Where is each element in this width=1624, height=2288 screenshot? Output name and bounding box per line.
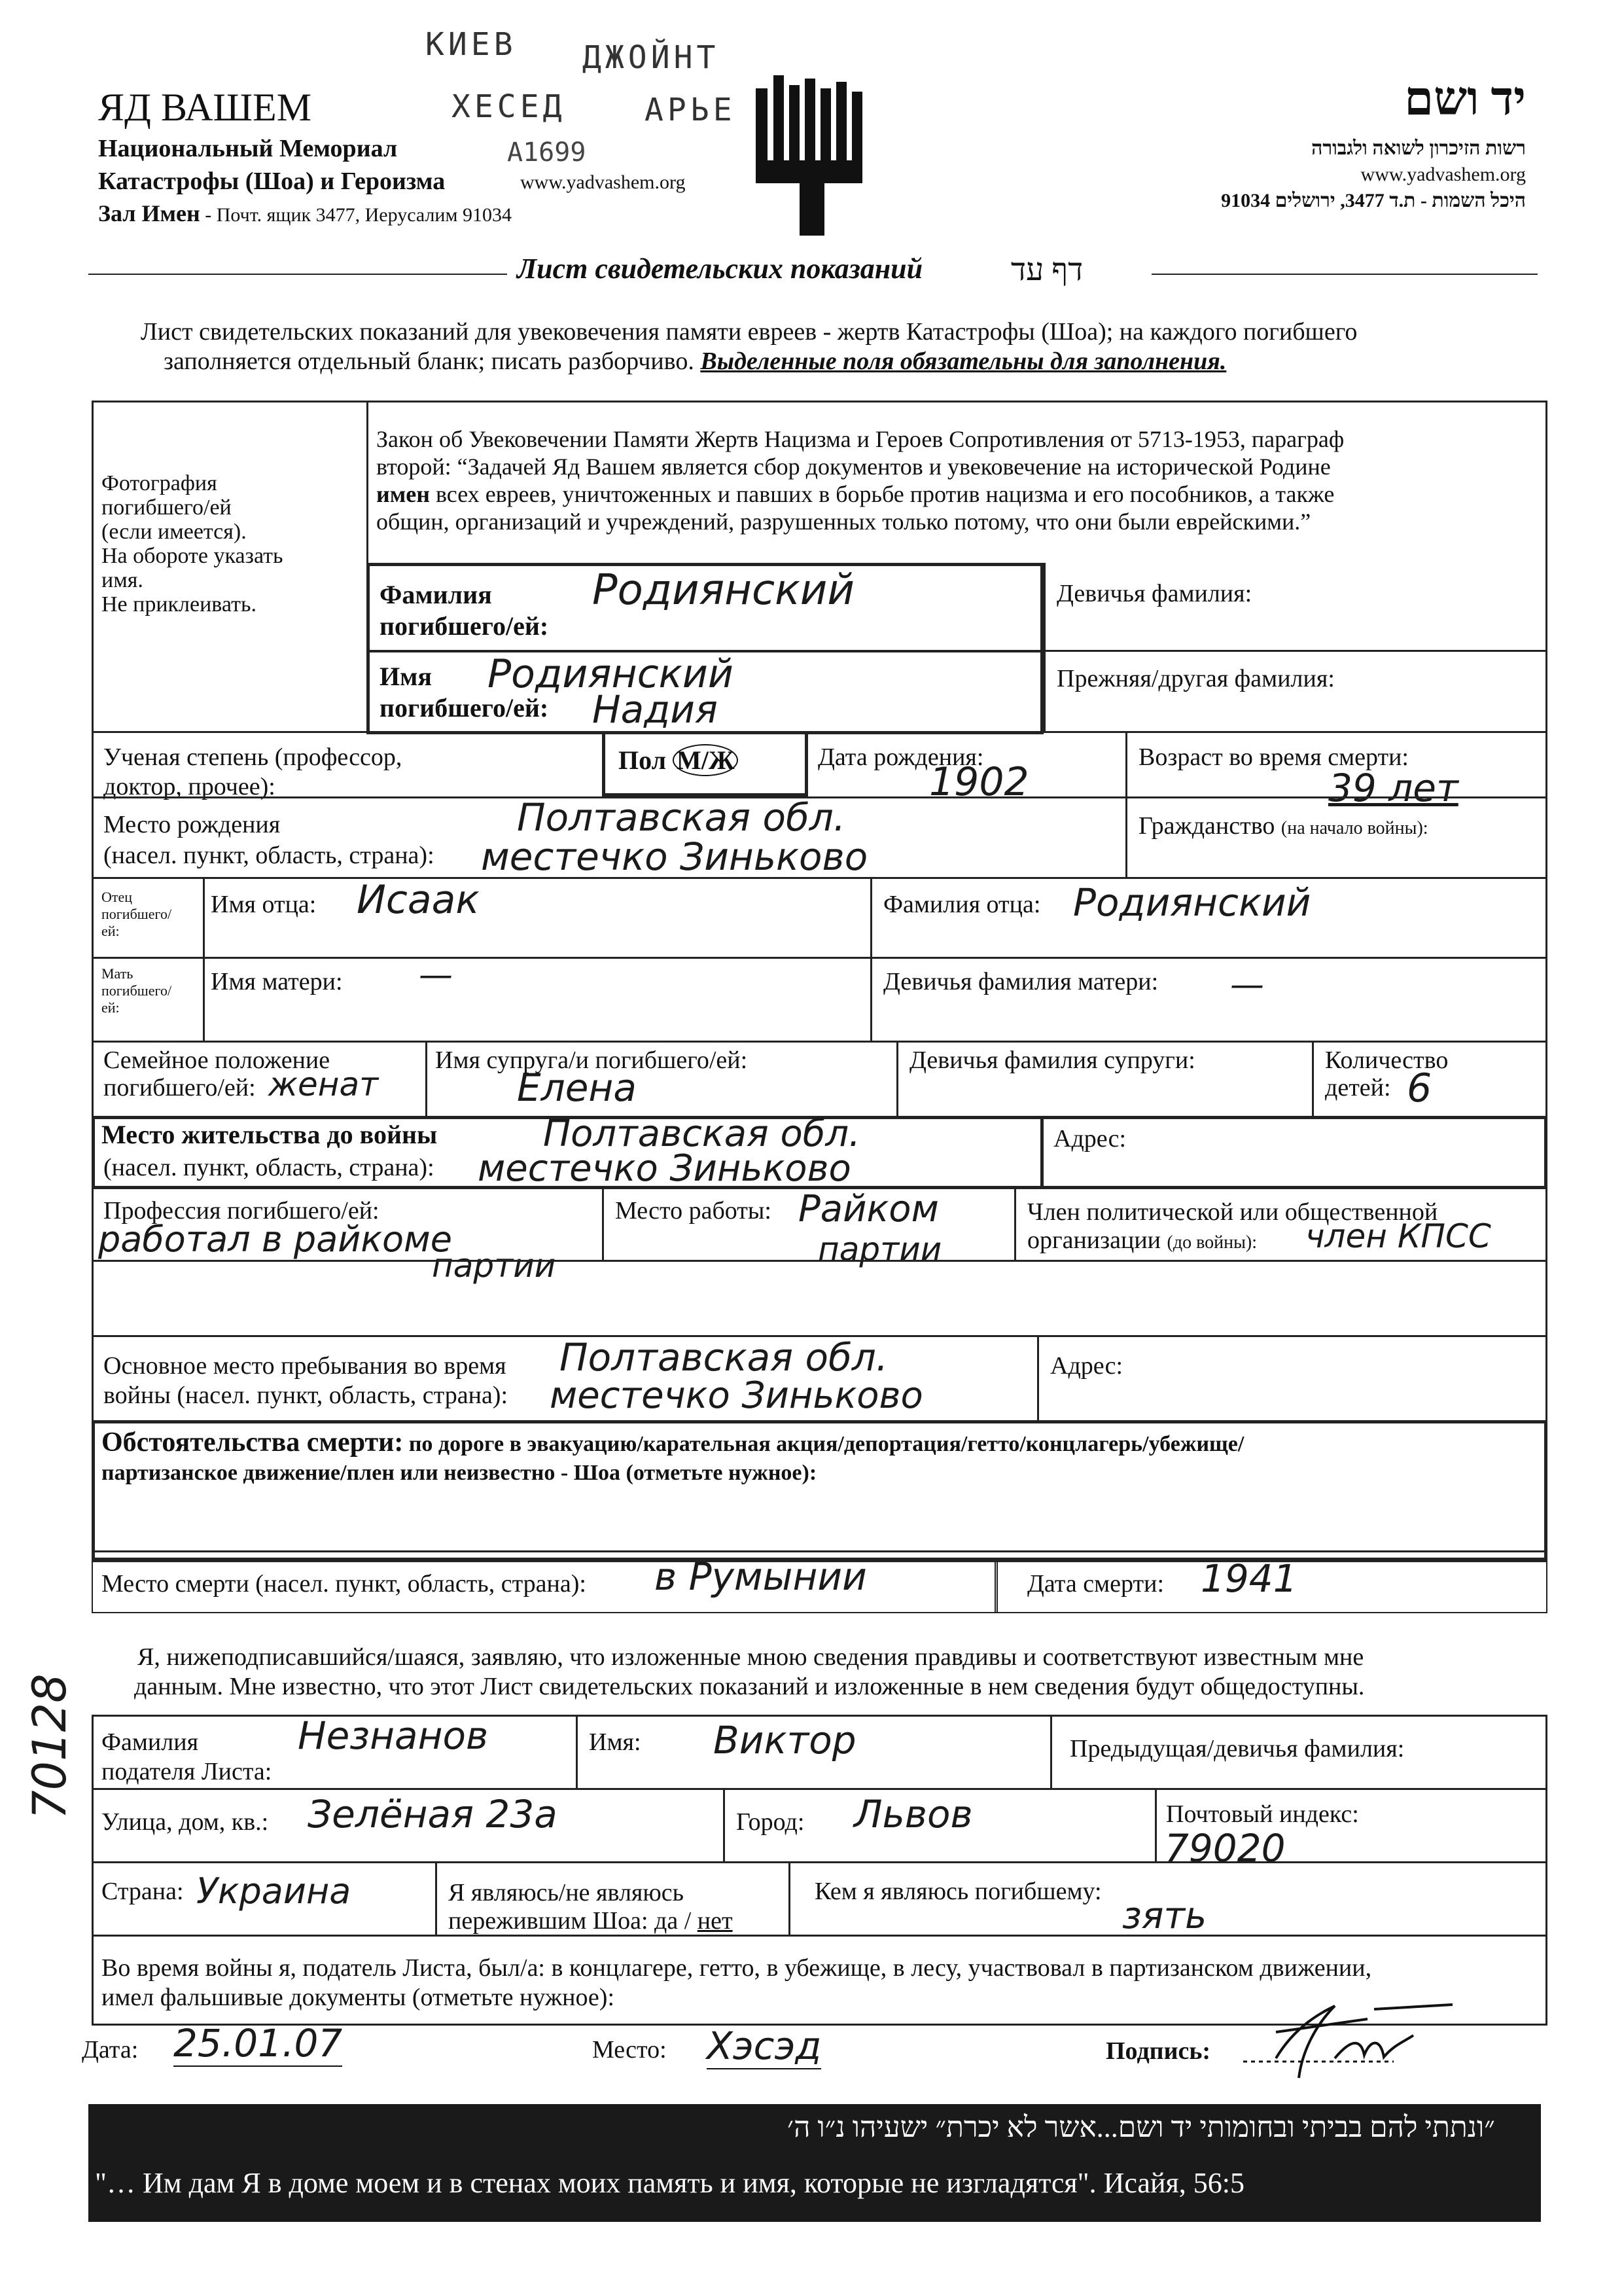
label-father-name: Имя отца: xyxy=(211,891,317,918)
value-place: Хэсэд xyxy=(707,2024,822,2068)
org-line2-ru: Катастрофы (Шоа) и Героизма xyxy=(98,168,446,195)
city-divider xyxy=(723,1788,725,1861)
relation-divider xyxy=(788,1861,790,1935)
org-url-ru: www.yadvashem.org xyxy=(520,171,686,193)
label-spouse: Имя супруга/и погибшего/ей: xyxy=(435,1046,748,1074)
label-marital2: погибшего/ей: xyxy=(103,1074,256,1101)
value-death-date: 1941 xyxy=(1201,1556,1297,1601)
value-mother-maiden: — xyxy=(1230,965,1264,1005)
residence-divider xyxy=(1040,1116,1044,1189)
org-address-he: היכל השמות - ת.ד 3477, ירושלים 91034 xyxy=(1221,190,1526,211)
children-divider xyxy=(1312,1041,1314,1116)
value-birthplace-b: местечко Зиньково xyxy=(481,834,868,879)
value-country: Украина xyxy=(196,1870,351,1912)
row-rule-4 xyxy=(92,957,1547,959)
row-rule-1 xyxy=(92,731,1547,733)
label-father-surname: Фамилия отца: xyxy=(883,891,1041,918)
citizenship-divider xyxy=(1125,796,1127,877)
label-surname2: погибшего/ей: xyxy=(380,611,549,641)
zip-divider xyxy=(1155,1788,1157,1861)
title-rule-right xyxy=(1152,274,1538,275)
form-title-he: דף עד xyxy=(1011,253,1084,287)
label-sub-prev: Предыдущая/девичья фамилия: xyxy=(1070,1735,1405,1762)
org-title-he: יד ושם xyxy=(1404,73,1526,125)
value-father-surname: Родиянский xyxy=(1073,880,1311,925)
intro-line1: Лист свидетельских показаний для увековечения памяти евреев - жертв Катастрофы (Шоа); на каждого погибшего xyxy=(141,318,1358,346)
value-father-name: Исаак xyxy=(357,877,480,923)
label-name: Имя xyxy=(380,662,432,691)
label-mother-name: Имя матери: xyxy=(211,968,343,995)
value-marital: женат xyxy=(268,1065,379,1103)
value-name-b: Надия xyxy=(592,687,718,732)
wartime-sub-line2: имел фальшивые документы (отметьте нужное): xyxy=(101,1984,615,2011)
label-children2: детей: xyxy=(1325,1074,1391,1101)
label-workplace: Место работы: xyxy=(615,1197,771,1224)
row-rule-6 xyxy=(92,1260,1547,1262)
signature-mark-icon xyxy=(1237,1999,1472,2091)
label-sub-surname2: подателя Листа: xyxy=(101,1758,272,1785)
label-maiden: Девичья фамилия: xyxy=(1057,580,1252,607)
value-profession-a: работал в райкоме xyxy=(98,1219,453,1260)
label-zip: Почтовый индекс: xyxy=(1166,1800,1359,1828)
sex-options[interactable]: М/Ж xyxy=(673,744,738,776)
value-street: Зелёная 23а xyxy=(308,1792,557,1836)
sub-row-rule-1 xyxy=(92,1788,1547,1790)
value-spouse: Елена xyxy=(517,1065,637,1110)
form-title: Лист свидетельских показаний xyxy=(517,253,923,285)
law-text: Закон об Увековечении Памяти Жертв Нацизма и Героев Сопротивления от 5713-1953, параграф второй: “Задачей Яд Вашем является сбор документов и увековечение на исторической Родине имен всех евреев, уничтоженных и павших в борьбе против нацизма и его пособников, а также общин, организаций и учреждений, разрушенных только потому, что они были еврейскими.” xyxy=(376,426,1345,535)
side-number: 70128 xyxy=(23,1673,77,1819)
label-citizenship: Гражданство (на начало войны): xyxy=(1139,812,1428,840)
declaration-line1: Я, нижеподписавшийся/шаяся, заявляю, что изложенные мною сведения правдивы и соответствуют известным мне xyxy=(137,1643,1364,1671)
label-name2: погибшего/ей: xyxy=(380,693,549,723)
label-death-place: Место смерти (насел. пункт, область, страна): xyxy=(101,1570,586,1598)
age-divider xyxy=(1125,731,1127,796)
label-other-surname: Прежняя/другая фамилия: xyxy=(1057,665,1335,692)
label-circumstances: Обстоятельства смерти: по дороге в эвакуацию/карательная акция/депортация/гетто/концлагерь/убежище/ xyxy=(101,1427,1244,1457)
stamp-kiev: КИЕВ xyxy=(425,26,517,63)
org-address-ru: Зал Имен - Почт. ящик 3477, Иерусалим 91034 xyxy=(98,200,512,226)
parents-divider xyxy=(203,877,205,1041)
label-member2: организации (до войны): xyxy=(1027,1226,1257,1254)
label-address: Адрес: xyxy=(1053,1125,1127,1153)
wartime-sub-line1: Во время войны я, податель Листа, был/а: в концлагере, гетто, в убежище, в лесу, участвовал в партизанском движении, xyxy=(101,1954,1372,1982)
value-dob: 1902 xyxy=(929,759,1029,805)
value-wartime-b: местечко Зиньково xyxy=(550,1374,923,1417)
label-age: Возраст во время смерти: xyxy=(1139,743,1409,771)
value-children: 6 xyxy=(1407,1065,1432,1111)
label-date: Дата: xyxy=(82,2036,139,2064)
label-sex: Пол М/Ж xyxy=(618,745,738,776)
label-birthplace1: Место рождения xyxy=(103,811,281,838)
org-title-ru: ЯД ВАШЕМ xyxy=(98,86,312,129)
label-father-side: Отец погибшего/ ей: xyxy=(101,889,172,939)
label-country: Страна: xyxy=(101,1878,184,1905)
yad-vashem-logo-icon xyxy=(752,69,870,239)
value-sub-surname: Незнанов xyxy=(298,1713,489,1758)
value-city: Львов xyxy=(854,1792,973,1836)
row-rule-3 xyxy=(92,877,1547,879)
value-surname: Родиянский xyxy=(592,566,855,615)
value-residence-a: Полтавская обл. xyxy=(543,1113,860,1155)
label-relation: Кем я являюсь погибшему: xyxy=(815,1878,1102,1905)
label-survivor1: Я являюсь/не являюсь xyxy=(448,1879,684,1906)
workplace-divider xyxy=(602,1189,604,1260)
spouse-divider xyxy=(425,1041,427,1116)
label-address2: Адрес: xyxy=(1050,1352,1123,1380)
label-sub-surname1: Фамилия xyxy=(101,1728,199,1756)
maiden-divider xyxy=(1044,563,1046,731)
value-date: 25.01.07 xyxy=(173,2021,343,2065)
value-relation: зять xyxy=(1122,1895,1207,1937)
label-street: Улица, дом, кв.: xyxy=(101,1808,269,1836)
survivor-yes-option[interactable]: да / xyxy=(654,1907,697,1935)
label-spouse-maiden: Девичья фамилия супруги: xyxy=(909,1046,1195,1074)
title-rule-left xyxy=(88,274,507,275)
label-death-date: Дата смерти: xyxy=(1027,1570,1165,1598)
label-surname: Фамилия xyxy=(380,580,492,609)
value-member: член КПСС xyxy=(1305,1217,1491,1255)
row-rule-5 xyxy=(92,1041,1547,1043)
footer-russian: "… Им дам Я в доме моем и в стенах моих память и имя, которые не изгладятся". Исайя, 56:5 xyxy=(95,2167,1244,2199)
label-mother-side: Мать погибшего/ ей: xyxy=(101,965,172,1016)
label-signature: Подпись: xyxy=(1106,2037,1211,2065)
label-residence2: (насел. пункт, область, страна): xyxy=(103,1154,434,1181)
label-wartime2: войны (насел. пункт, область, страна): xyxy=(103,1382,508,1409)
org-line1-ru: Национальный Мемориал xyxy=(98,135,398,162)
label-city: Город: xyxy=(736,1808,805,1836)
maiden-row-rule xyxy=(1044,650,1547,652)
value-residence-b: местечко Зиньково xyxy=(478,1147,851,1190)
photo-note: Фотография погибшего/ей (если имеется). На обороте указать имя. Не приклеивать. xyxy=(101,471,283,617)
parents-mid-divider xyxy=(870,877,872,1041)
value-mother-name: — xyxy=(419,956,453,995)
label-sub-name: Имя: xyxy=(589,1728,641,1756)
stamp-arie: АРЬЕ xyxy=(644,92,736,128)
member-divider xyxy=(1014,1189,1016,1260)
label-survivor2: пережившим Шоа: да / нет xyxy=(448,1907,733,1935)
stamp-code: А1699 xyxy=(507,137,586,168)
label-degree1: Ученая степень (профессор, xyxy=(103,743,402,771)
sub-prev-divider xyxy=(1050,1715,1052,1788)
survivor-no-option[interactable]: нет xyxy=(697,1907,733,1935)
value-zip: 79020 xyxy=(1165,1826,1286,1870)
intro-line2: заполняется отдельный бланк; писать разборчиво. Выделенные поля обязательны для заполнения. xyxy=(164,348,1227,375)
stamp-joint: ДЖОЙНТ xyxy=(582,39,720,76)
value-workplace-a: Райком xyxy=(798,1188,939,1230)
label-degree2: доктор, прочее): xyxy=(103,773,275,800)
footer-banner xyxy=(88,2104,1541,2222)
value-age: 39 лет xyxy=(1328,766,1458,810)
declaration-line2: данным. Мне известно, что этот Лист свидетельских показаний и изложенные в нем сведения будут общедоступны. xyxy=(134,1673,1365,1700)
label-dob: Дата рождения: xyxy=(818,743,984,771)
value-profession-b: партии xyxy=(432,1247,556,1285)
value-wartime-a: Полтавская обл. xyxy=(559,1335,889,1380)
value-sub-name: Виктор xyxy=(713,1718,856,1762)
label-circumstances2: партизанское движение/плен или неизвестно - Шоа (отметьте нужное): xyxy=(101,1461,817,1485)
sub-row-rule-3 xyxy=(92,1935,1547,1937)
label-place: Место: xyxy=(592,2036,667,2064)
label-member1: Член политической или общественной xyxy=(1027,1198,1438,1226)
value-workplace-b: партии xyxy=(818,1230,942,1268)
org-line1-he: רשות הזיכרון לשואה ולגבורה xyxy=(1311,137,1526,159)
value-name-a: Родиянский xyxy=(487,651,733,697)
death-place-box xyxy=(92,1561,998,1613)
value-birthplace-a: Полтавская обл. xyxy=(517,795,846,840)
sub-row-rule-2 xyxy=(92,1861,1547,1863)
label-marital1: Семейное положение xyxy=(103,1046,330,1074)
label-birthplace2: (насел. пункт, область, страна): xyxy=(103,842,434,869)
org-url-he: www.yadvashem.org xyxy=(1360,164,1526,185)
spouse-maiden-divider xyxy=(896,1041,898,1116)
label-children1: Количество xyxy=(1325,1046,1449,1074)
label-profession: Профессия погибшего/ей: xyxy=(103,1197,380,1224)
survivor-divider xyxy=(435,1861,437,1935)
value-death-place: в Румынии xyxy=(654,1554,867,1599)
sub-name-divider xyxy=(576,1715,578,1788)
label-residence1: Место жительства до войны xyxy=(101,1120,438,1149)
label-wartime1: Основное место пребывания во время xyxy=(103,1352,506,1380)
stamp-hesed: ХЕСЕД xyxy=(451,88,566,125)
label-mother-maiden: Девичья фамилия матери: xyxy=(883,968,1159,995)
footer-hebrew: ״ונתתי להם בביתי ובחומותי יד ושם...אשר לא יכרת״ ישעיהו נ״ו ה׳ xyxy=(787,2111,1495,2143)
wartime-address-divider xyxy=(1037,1335,1039,1420)
